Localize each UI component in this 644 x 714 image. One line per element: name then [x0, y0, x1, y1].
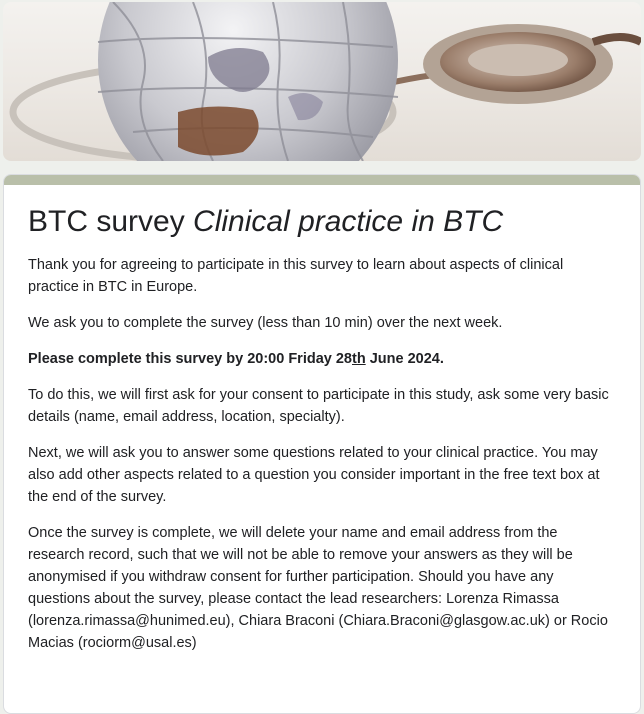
form-header-card — [3, 174, 641, 714]
card-accent-bar — [4, 175, 640, 185]
deadline-month: June 2024. — [365, 351, 444, 367]
intro-paragraph: Thank you for agreeing to participate in this survey to learn about aspects of clinical practice in BTC in Europe. — [28, 257, 564, 295]
header-banner — [3, 2, 641, 161]
consent-paragraph: To do this, we will first ask for your consent to participate in this study, ask some very basic details (name, email address, location, specialty). — [28, 387, 609, 425]
deadline-text: Please complete this survey by 20:00 Friday 28 — [28, 351, 352, 367]
form-title — [28, 203, 616, 241]
next-paragraph: Next, we will ask you to answer some questions related to your clinical practice. You may also add other aspects related to a question you consider important in the free text box at the end of the survey. — [28, 445, 600, 505]
deadline-paragraph — [28, 348, 616, 370]
globe-stethoscope-image — [3, 2, 641, 161]
form-description — [4, 185, 640, 654]
ask-paragraph: We ask you to complete the survey (less than 10 min) over the next week. — [28, 315, 503, 331]
deadline-suffix: th — [352, 351, 366, 367]
privacy-paragraph: Once the survey is complete, we will delete your name and email address from the research record, such that we will not be able to remove your answers as they will be anonymised if you withdraw consent for further participation. Should you have any questions about the survey, please contact the lead researchers: Lorenza Rimassa (lorenza.rimassa@hunimed.eu), Chiara Braconi (Chiara.Braconi@glasgow.ac.uk) or Rocio Macias (rociorm@usal.es) — [28, 525, 608, 651]
form-title-plain: BTC survey — [28, 205, 185, 238]
form-title-italic: Clinical practice in BTC — [193, 205, 504, 238]
